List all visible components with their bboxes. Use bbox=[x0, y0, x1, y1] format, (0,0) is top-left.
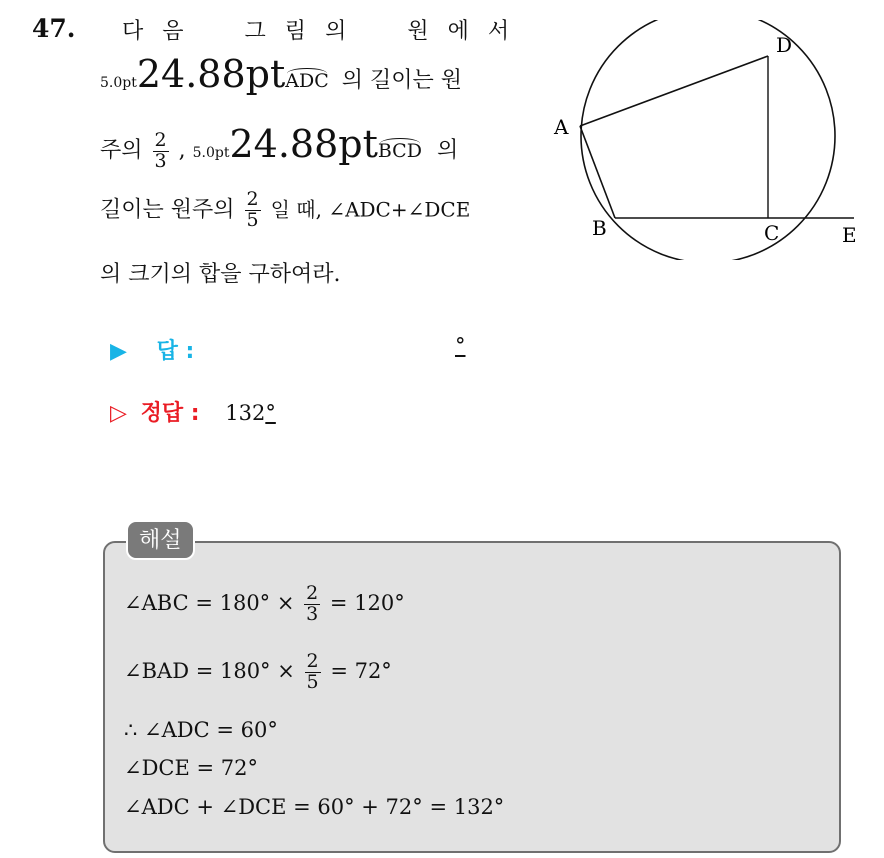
point-label-d: D bbox=[776, 33, 793, 57]
explanation-line-4: ∠DCE = 72° bbox=[124, 756, 258, 780]
segment-ab bbox=[580, 126, 615, 218]
key-value: 132 bbox=[225, 401, 266, 425]
fraction-numerator: 2 bbox=[306, 650, 319, 672]
question-text: 일 때, ∠ADC+∠DCE bbox=[270, 197, 471, 222]
key-label: 정답 : bbox=[140, 401, 200, 426]
circle-figure bbox=[540, 20, 880, 260]
question-char: 다 bbox=[122, 19, 144, 44]
question-line-5 bbox=[100, 257, 341, 288]
fraction-denominator: 5 bbox=[306, 670, 319, 693]
answer-row bbox=[110, 334, 194, 365]
key-unit: ° bbox=[265, 401, 276, 425]
question-line-2 bbox=[100, 52, 462, 96]
question-char: 림 bbox=[284, 19, 307, 44]
point-label-b: B bbox=[592, 216, 607, 240]
fraction-two-thirds bbox=[304, 584, 320, 625]
question-char: 서 bbox=[487, 19, 510, 44]
pt-small-text: 5.0pt bbox=[100, 75, 137, 91]
arc-bcd: BCD bbox=[377, 140, 422, 162]
question-line-4 bbox=[100, 190, 470, 231]
explanation-line-2 bbox=[124, 652, 392, 693]
fraction-denominator: 3 bbox=[306, 602, 319, 625]
explanation-line-1 bbox=[124, 584, 405, 625]
key-row bbox=[110, 396, 276, 427]
explanation-text: = 72° bbox=[330, 658, 392, 683]
question-line-3 bbox=[100, 122, 458, 171]
pt-big-text: 24.88pt bbox=[229, 122, 378, 166]
explanation-text: = 120° bbox=[329, 590, 405, 615]
point-label-e: E bbox=[842, 223, 857, 247]
question-char: 에 bbox=[447, 19, 469, 44]
question-line-1 bbox=[100, 14, 509, 45]
point-label-c: C bbox=[764, 221, 780, 245]
play-icon: ▶ bbox=[110, 339, 127, 364]
segment-ad bbox=[580, 56, 768, 126]
question-text: 길이는 원주의 bbox=[100, 197, 235, 223]
answer-blank[interactable] bbox=[226, 334, 451, 364]
fraction-two-fifths bbox=[245, 190, 261, 231]
question-text: 주의 bbox=[100, 138, 143, 163]
question-text: , bbox=[178, 138, 186, 163]
fraction-numerator: 2 bbox=[246, 188, 259, 210]
question-text: 의 bbox=[436, 138, 459, 163]
circle bbox=[581, 20, 835, 260]
fraction-two-fifths bbox=[305, 652, 321, 693]
explanation-text: ∠ABC = 180° × bbox=[124, 590, 295, 615]
pt-big-text: 24.88pt bbox=[136, 52, 286, 96]
outline-play-icon: ▷ bbox=[110, 401, 127, 426]
fraction-two-thirds bbox=[153, 128, 169, 172]
question-text: 의 길이는 원 bbox=[341, 68, 462, 93]
point-label-a: A bbox=[554, 115, 569, 139]
question-char: 음 bbox=[162, 19, 184, 44]
explanation-text: ∠BAD = 180° × bbox=[124, 658, 295, 683]
answer-unit: ° bbox=[455, 334, 466, 358]
question-char: 그 bbox=[244, 19, 266, 44]
explanation-tag: 해설 bbox=[126, 520, 195, 560]
explanation-line-3: ∴ ∠ADC = 60° bbox=[124, 718, 278, 742]
answer-label: 답 : bbox=[156, 339, 195, 364]
question-text: 의 크기의 합을 구하여라. bbox=[100, 262, 341, 287]
pt-small-text: 5.0pt bbox=[192, 145, 230, 161]
question-number: 47. bbox=[32, 14, 76, 43]
arc-adc: ADC bbox=[285, 70, 329, 92]
question-char: 의 bbox=[325, 19, 347, 44]
fraction-numerator: 2 bbox=[306, 582, 319, 604]
question-char: 원 bbox=[407, 19, 429, 44]
fraction-denominator: 5 bbox=[246, 208, 259, 231]
fraction-denominator: 3 bbox=[154, 149, 167, 172]
fraction-numerator: 2 bbox=[154, 128, 167, 151]
explanation-line-5: ∠ADC + ∠DCE = 60° + 72° = 132° bbox=[124, 795, 505, 819]
